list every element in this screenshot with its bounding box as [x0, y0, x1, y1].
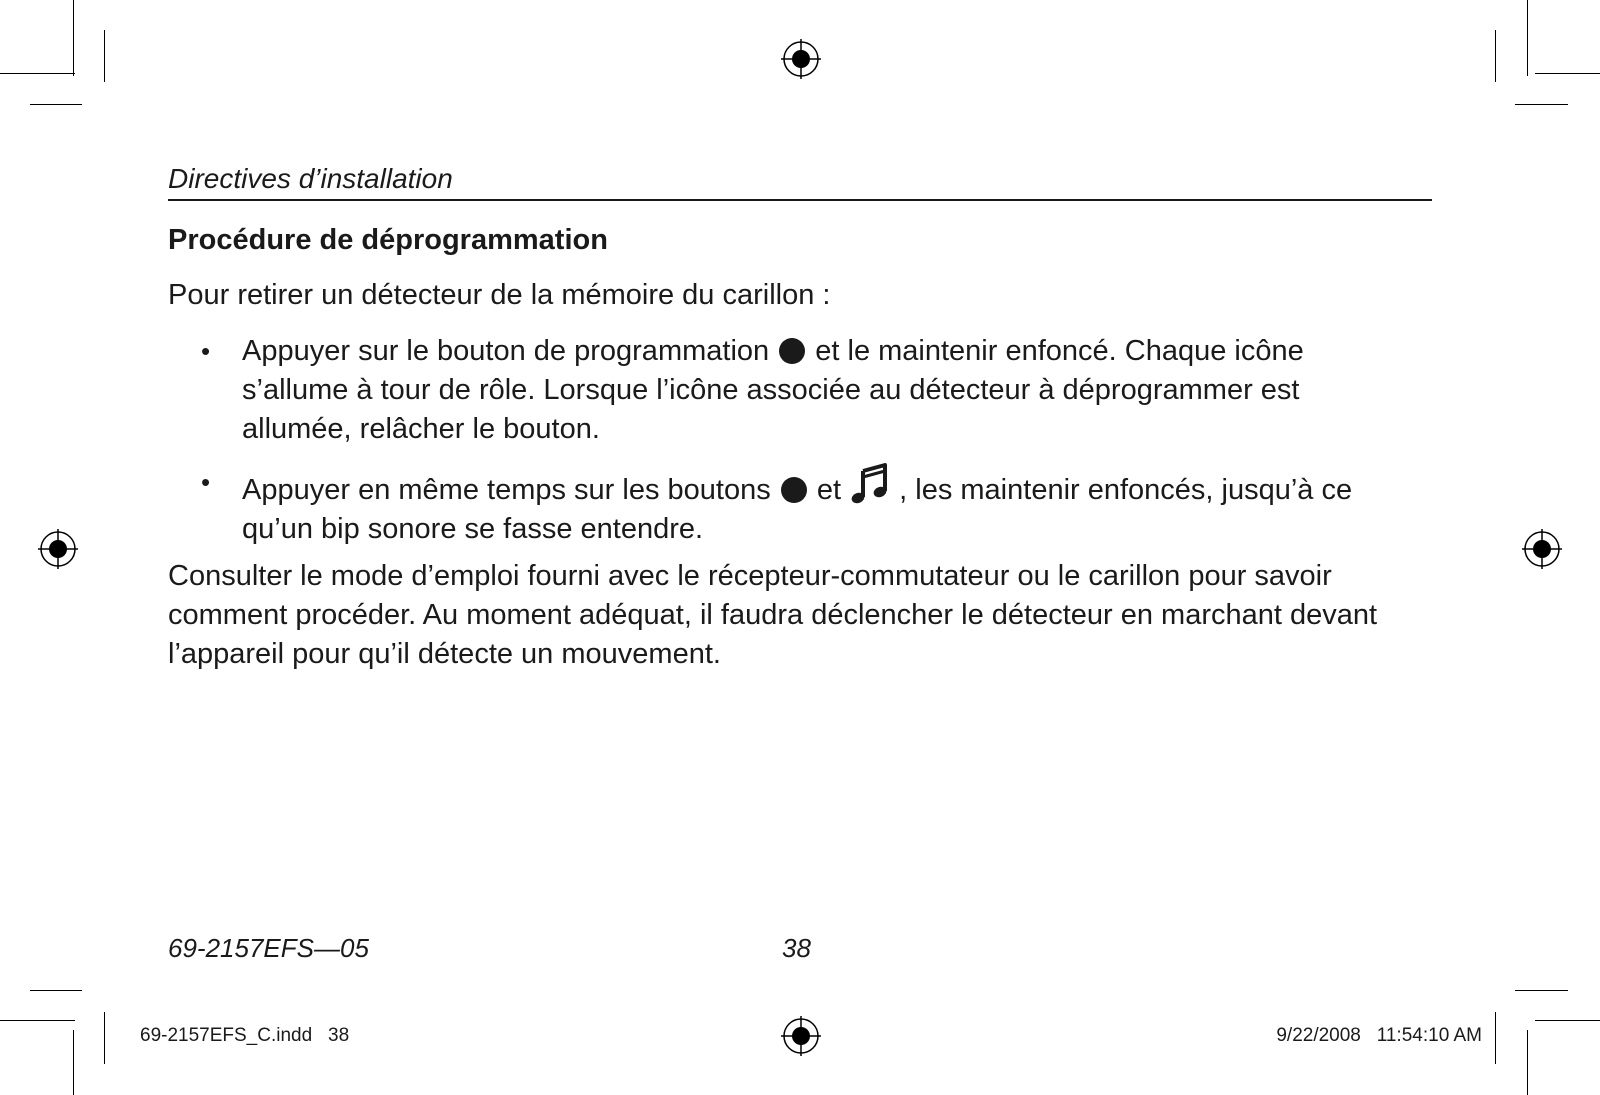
page-number: 38 — [782, 933, 811, 963]
crop-mark — [30, 104, 82, 105]
crop-mark — [1535, 1020, 1600, 1021]
crop-mark — [1527, 1030, 1528, 1095]
running-header: Directives d’installation — [168, 163, 453, 194]
crop-mark — [1515, 104, 1568, 105]
list-item — [168, 332, 1402, 449]
crop-mark — [1515, 990, 1568, 991]
slug-filename: 69-2157EFS_C.indd 38 — [140, 1025, 350, 1046]
list-item — [168, 463, 1402, 549]
bullet-text-middle: et — [816, 474, 842, 506]
registration-mark-icon — [1522, 529, 1562, 569]
crop-mark — [73, 1030, 74, 1095]
outro-paragraph: Consulter le mode d’emploi fourni avec le récepteur-commutateur ou le carillon pour savoir comment procéder. Au moment adéquat, il faudra déclencher le détecteur en marchant devant l’appareil pour qu’il détecte un mouvement. — [168, 560, 1378, 670]
bullet-text-after: et le maintenir enfoncé. Chaque icône s’allume à tour de rôle. Lorsque l’icône associée au détecteur à déprogrammer est allumée, relâcher le bouton. — [242, 335, 1304, 445]
bullet-icon: • — [201, 467, 211, 497]
program-button-dot-icon — [779, 338, 805, 364]
bullet-text-before: Appuyer en même temps sur les boutons — [242, 474, 771, 506]
music-note-icon — [851, 463, 889, 505]
header-rule — [168, 199, 1432, 201]
crop-mark — [1495, 30, 1496, 82]
crop-mark — [0, 1020, 75, 1021]
registration-mark-icon — [781, 39, 821, 79]
bullet-icon: • — [201, 336, 211, 366]
crop-mark — [0, 73, 75, 74]
crop-mark — [30, 990, 82, 991]
crop-mark — [1495, 1012, 1496, 1064]
document-number: 69-2157EFS—05 — [168, 933, 369, 963]
slug-timestamp: 9/22/2008 11:54:10 AM — [1276, 1025, 1482, 1046]
crop-mark — [104, 1012, 105, 1064]
bullet-text-after: , les maintenir enfoncés, jusqu’à ce qu’un bip sonore se fasse entendre. — [242, 474, 1353, 545]
instruction-list — [168, 332, 1428, 563]
crop-mark — [73, 0, 74, 76]
crop-mark — [1535, 73, 1600, 74]
registration-mark-icon — [38, 529, 78, 569]
crop-mark — [1527, 0, 1528, 76]
crop-mark — [104, 30, 105, 82]
program-button-dot-icon — [781, 477, 807, 503]
registration-mark-icon — [781, 1016, 821, 1056]
bullet-text-before: Appuyer sur le bouton de programmation — [242, 335, 770, 367]
intro-paragraph: Pour retirer un détecteur de la mémoire du carillon : — [168, 279, 831, 311]
section-title: Procédure de déprogrammation — [168, 224, 608, 256]
